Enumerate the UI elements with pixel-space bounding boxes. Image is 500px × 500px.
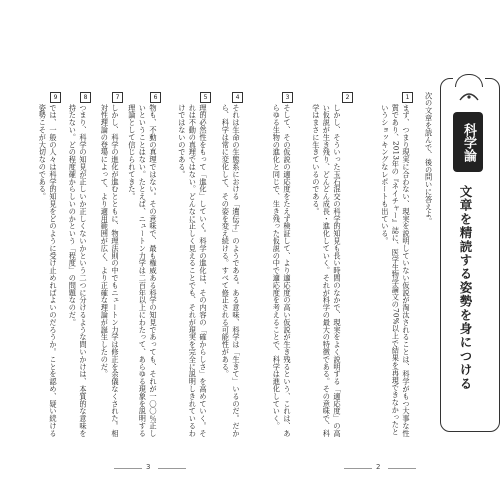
page-rule xyxy=(388,468,416,469)
sidebar-tab xyxy=(453,72,485,86)
ornament-icon xyxy=(458,88,480,102)
chapter-title: 文章を精読する姿勢を身につける xyxy=(458,185,473,391)
page-rule xyxy=(114,468,142,469)
paragraph-number: 5 xyxy=(200,92,211,103)
paragraph: つまり、科学の知見が正しいか正しくないかという二つに分けるような問いかけは、本質的な意味を持たない。どの程度確からしいのかという「程度」の問題なのだ。 xyxy=(68,104,88,437)
paragraph: 物も、不動の真理ではない。その意味で、最も権威ある科学の知見であっても、それが一〇〇％正しいということはない。たとえば、ニュートン力学は二百年以上にわたって、あらゆる現象を説明する理論として信じられてきた。 xyxy=(127,104,158,437)
paragraph-number: 2 xyxy=(342,92,353,103)
paragraph: しかし、そういった玉石混交の科学的知見も長い時間のなかで、現実をよく説明する「適応度」の高い仮説が生き残り、どんどん成長・進化していく。それが科学の最大の特徴である。その意味で、科学はまさに生きているのである。 xyxy=(311,104,342,437)
page-number-left: 3 xyxy=(146,463,151,471)
paragraph-number: 1 xyxy=(402,92,413,103)
paragraph: それは生命の生態系における「遺伝子」のようである。ある意味、科学は「生きて」いるのだ。だから、科学は常に変化して、その姿を変え続ける。すべて修正される可能性がある。 xyxy=(221,104,241,437)
paragraph-number: 9 xyxy=(50,92,61,103)
paragraph-number: 8 xyxy=(80,92,91,103)
instructions: 次の文章を読んで、後の問いに答えよ。 xyxy=(424,92,434,226)
section-label: 科学論 xyxy=(453,112,483,172)
page-rule xyxy=(344,468,372,469)
paragraph: そして、その仮説の適応度をたえず検証して、より適応度の高い仮説が生き残るという、これは、あらゆる生物の進化と同じで、生き残った仮説の中で適応度を考えることで、科学は進化していく。 xyxy=(272,104,292,437)
paragraph: では、一般の人々は科学的知見をどのように受け止めればよいのだろうか。ことを認め、疑い続ける姿勢こそが大切なのである。 xyxy=(38,104,58,437)
page-number-right: 2 xyxy=(376,463,381,471)
paragraph: まず、つまり現実に合わない、現実を説明していない仮説が淘汰されることは、科学がもつ大事な性質であり、2013年の『ネイチャー』誌に、医学生物学論文の70%以上で結果を再現できなかったというショッキングなレポートも出ている。 xyxy=(380,104,411,437)
paragraph-number: 7 xyxy=(112,92,123,103)
paragraph-number: 3 xyxy=(282,92,293,103)
paragraph-number: 4 xyxy=(232,92,243,103)
page-rule xyxy=(158,468,186,469)
paragraph: 理的必然性をもって「進化」していく。科学の進化は、その内容の「確からしさ」を高めていく。それは不動の真理ではない。どんなに正しく見えることでも、それが現実を完全に説明しきれているわけではないのである。 xyxy=(177,104,208,437)
paragraph-number: 6 xyxy=(150,92,161,103)
paragraph: しかし、科学の進化が進むとともに、物理法則の中でもニュートン力学は修正を余儀なくされた。相対性理論の登場によって、より適用範囲が広く、より正確な理論が誕生したのだ。 xyxy=(100,104,120,437)
